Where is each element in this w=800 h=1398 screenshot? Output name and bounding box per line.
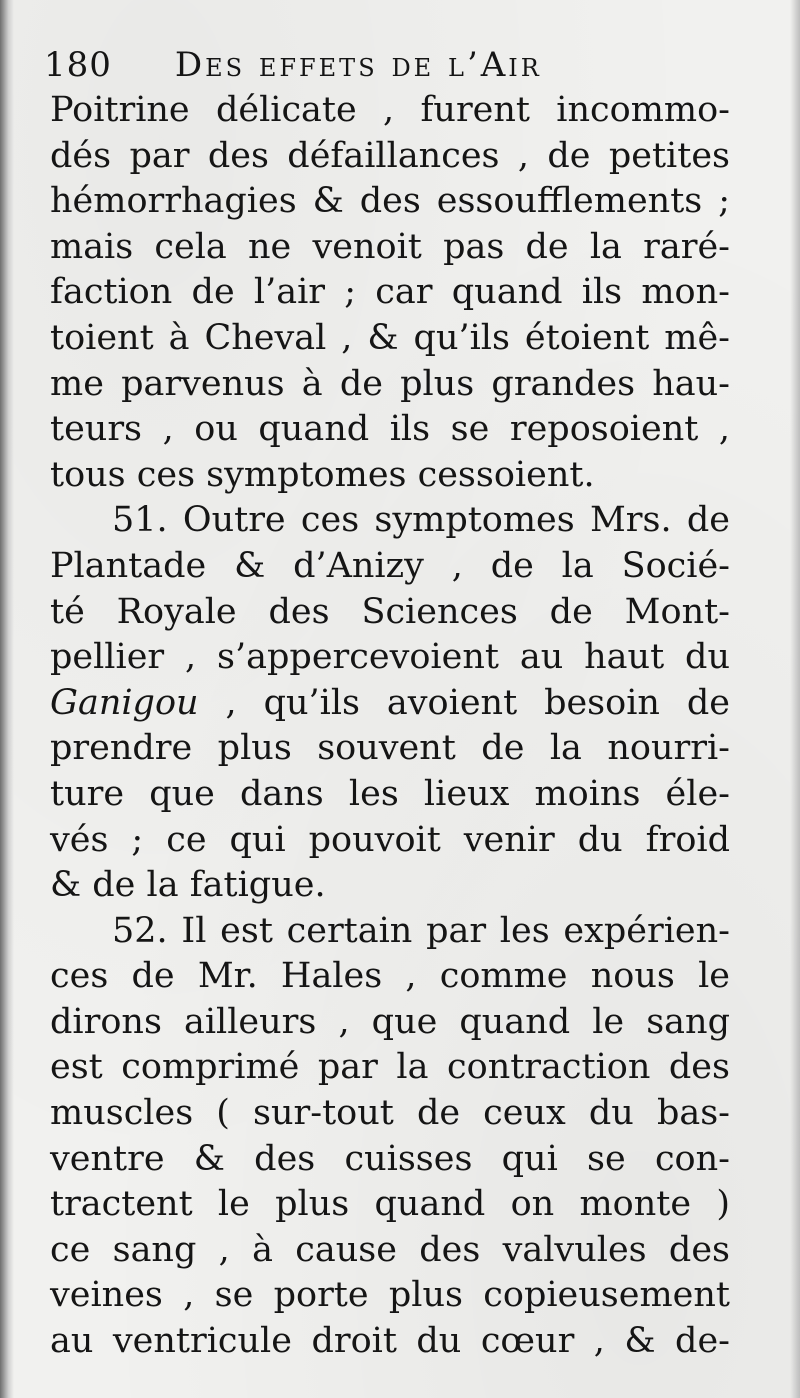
- text-line: au ventricule droit du cœur , & de-: [50, 1321, 730, 1362]
- text-line: est comprimé par la contraction des: [50, 1047, 730, 1088]
- text-line: prendre plus souvent de la nourri-: [50, 728, 730, 769]
- text-line: muscles ( sur-tout de ceux du bas-: [50, 1093, 730, 1134]
- page-edge-shadow: [790, 0, 800, 1398]
- italic-place-name: Ganigou: [50, 682, 199, 723]
- body-text: [50, 88, 730, 1365]
- text-line: & de la fatigue.: [50, 865, 326, 906]
- text-line: té Royale des Sciences de Mont-: [50, 591, 730, 632]
- text-line-ganigou: [50, 681, 730, 727]
- running-title: Des effets de l’Air: [174, 45, 542, 85]
- text-line: Poitrine délicate , furent incommo-: [50, 90, 730, 130]
- text-line: tous ces symptomes cessoient.: [50, 454, 595, 495]
- text-line: vés ; ce qui pouvoit venir du froid: [50, 819, 730, 860]
- text-line: dés par des défaillances , de petites: [50, 135, 730, 176]
- text-line: veines , se porte plus copieusement: [50, 1275, 730, 1316]
- text-line: ture que dans les lieux moins éle-: [50, 773, 730, 814]
- text-line: ces de Mr. Hales , comme nous le: [50, 956, 730, 997]
- text-line: hémorrhagies & des essoufflements ;: [50, 181, 730, 222]
- text-line: teurs , ou quand ils se reposoient ,: [50, 409, 730, 450]
- text-line: dirons ailleurs , que quand le sang: [50, 1001, 730, 1042]
- text-line: pellier , s’appercevoient au haut du: [50, 637, 730, 678]
- page-gutter-shadow: [0, 0, 14, 1398]
- page-number: 180: [44, 45, 112, 85]
- text-line: ventre & des cuisses qui se con-: [50, 1138, 730, 1179]
- paragraph-51-start: 51. Outre ces symptomes Mrs. de: [112, 500, 730, 541]
- text-line: me parvenus à de plus grandes hau-: [50, 363, 730, 404]
- text-line: tractent le plus quand on monte ): [50, 1184, 730, 1225]
- running-head: [44, 40, 764, 90]
- text-line: Plantade & d’Anizy , de la Socié-: [50, 545, 730, 586]
- text-line-rest: , qu’ils avoient besoin de: [198, 682, 730, 723]
- text-line: mais cela ne venoit pas de la raré-: [50, 226, 730, 267]
- text-line: ce sang , à cause des valvules des: [50, 1229, 730, 1270]
- text-line: faction de l’air ; car quand ils mon-: [50, 272, 730, 313]
- paragraph-52-start: 52. Il est certain par les expérien-: [112, 910, 730, 951]
- text-line: toient à Cheval , & qu’ils étoient mê-: [50, 317, 730, 358]
